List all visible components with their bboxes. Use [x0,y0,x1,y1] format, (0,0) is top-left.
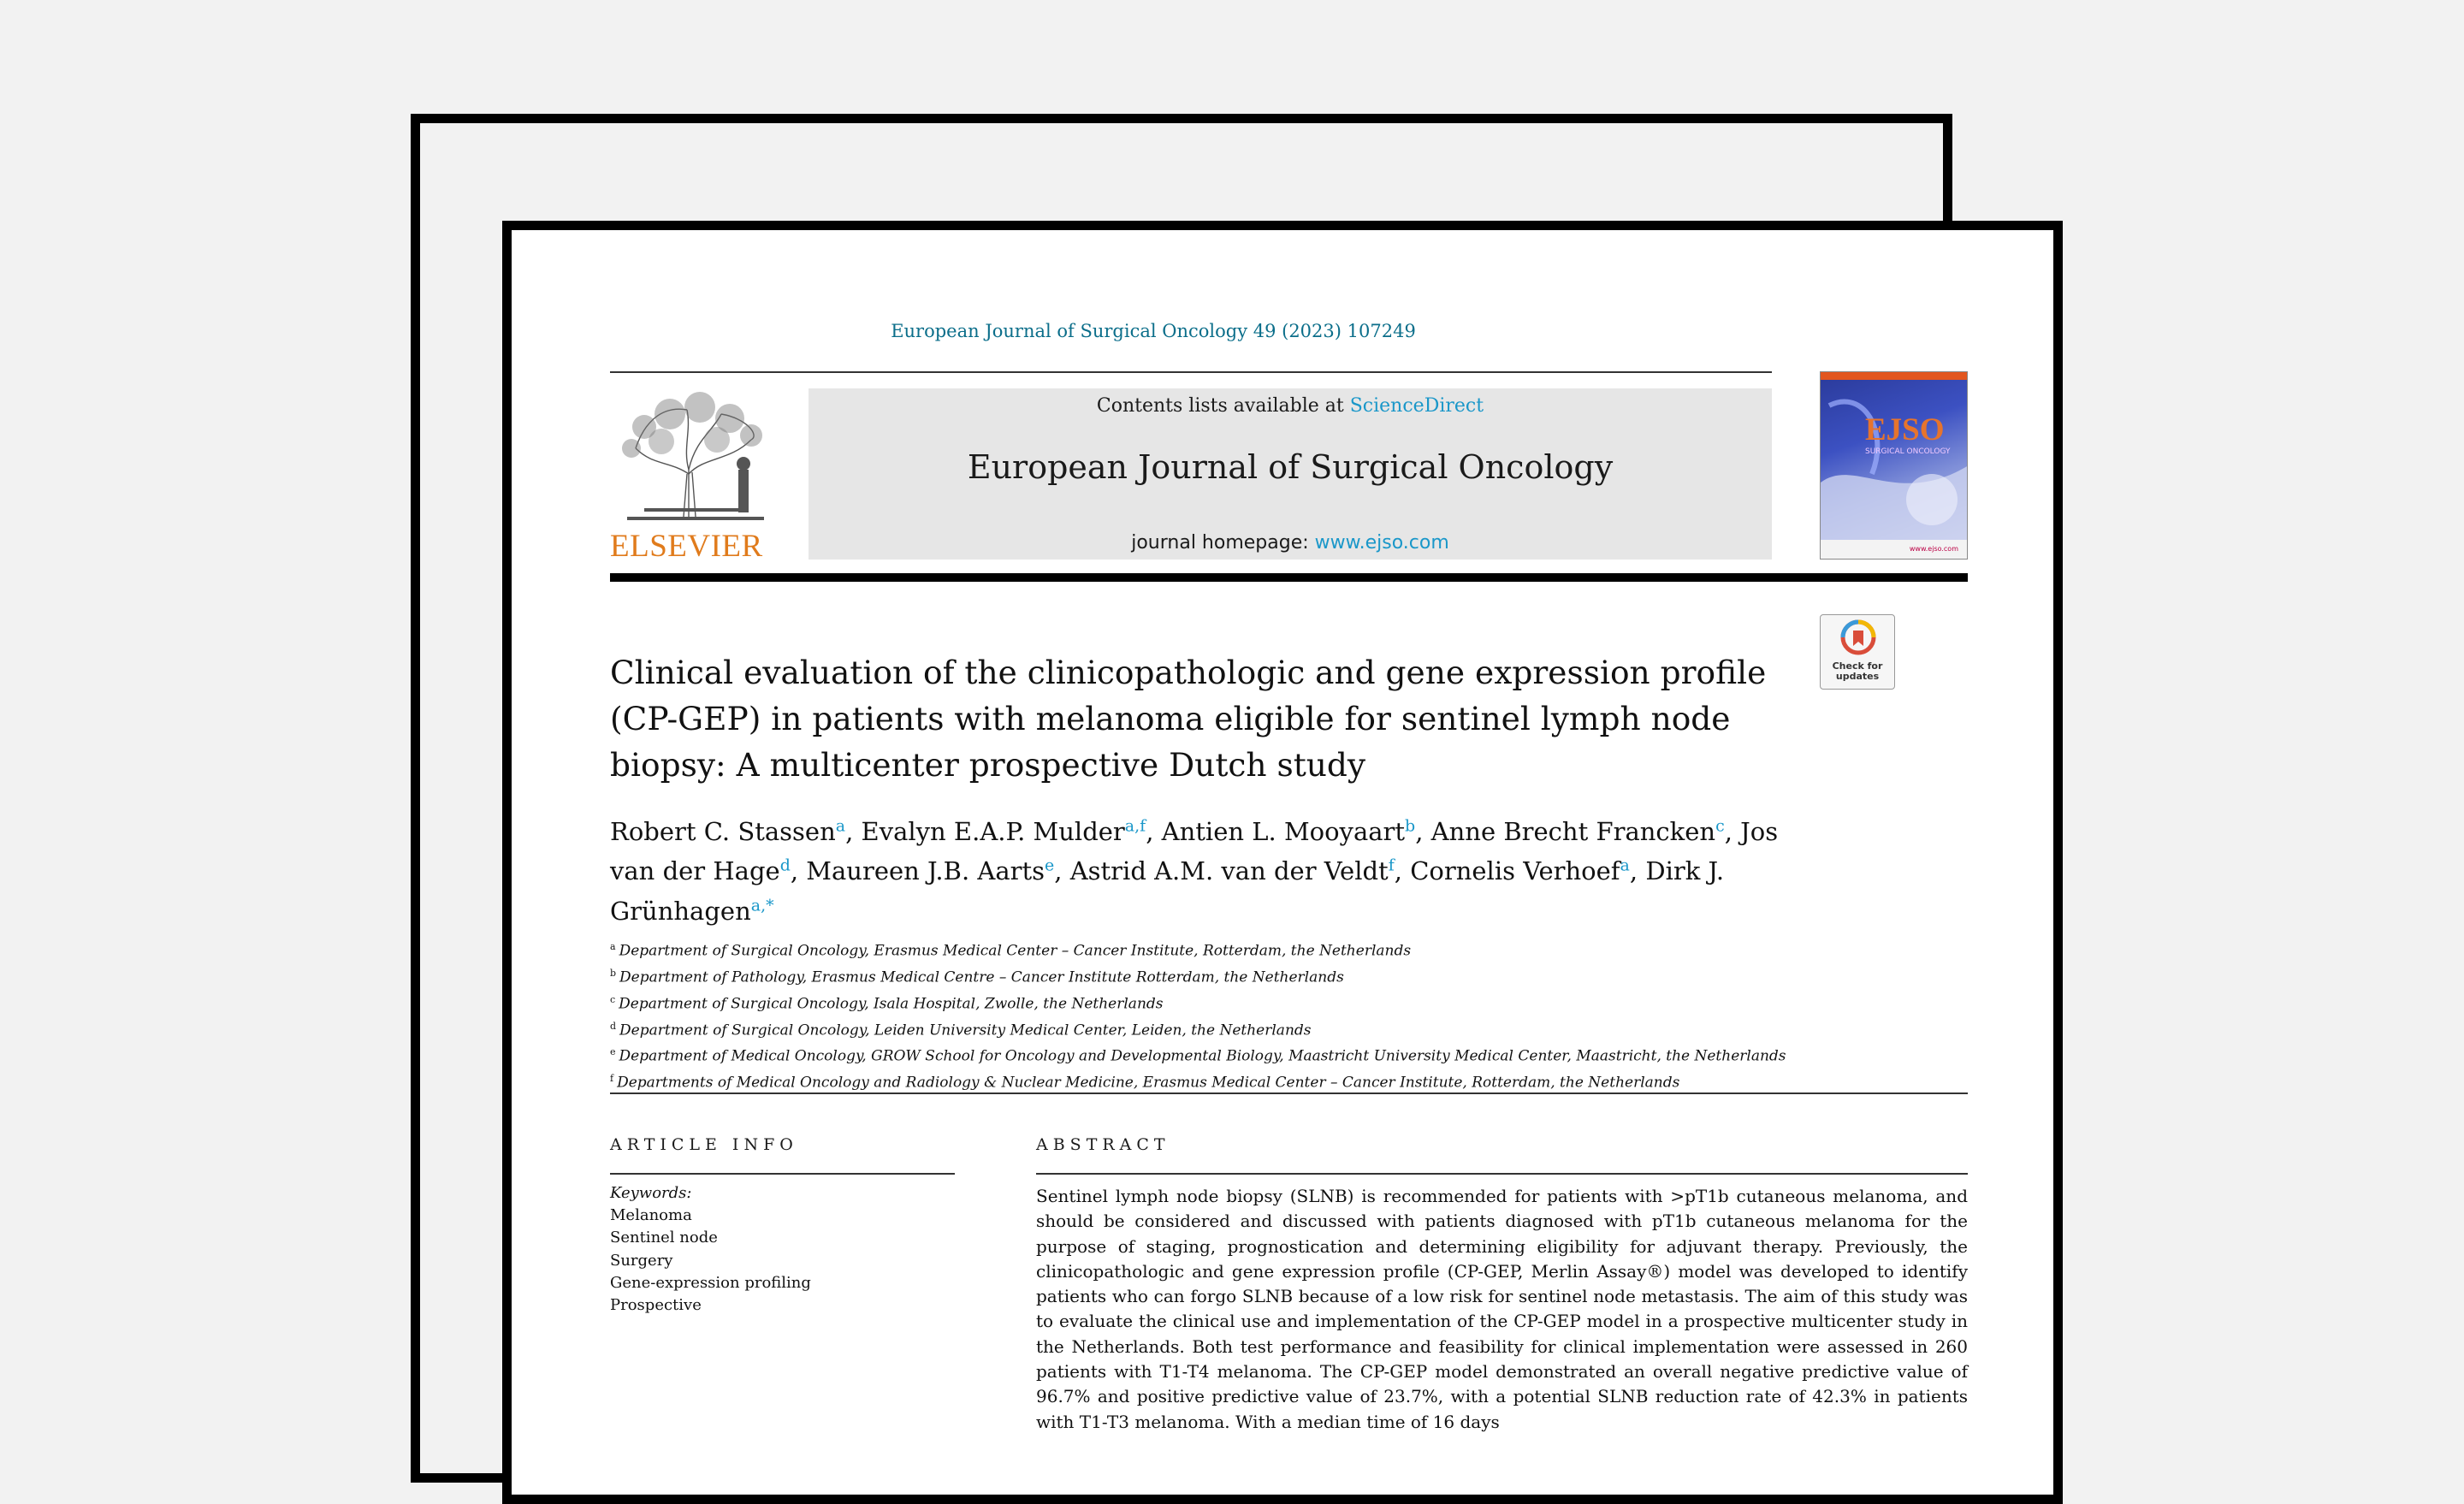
author[interactable] [1162,817,1431,846]
author-affiliation-marker[interactable]: a,f [1124,816,1146,835]
author-affiliation-marker[interactable]: a [835,816,846,835]
author-separator: , [1146,816,1162,846]
author-name[interactable]: Evalyn E.A.P. Mulder [861,816,1125,846]
author[interactable] [1431,817,1741,846]
affiliation-list [610,936,1893,1094]
author-separator: , [1629,856,1646,886]
cover-subtitle: SURGICAL ONCOLOGY [1865,447,1951,456]
keywords-block [610,1182,952,1317]
author-affiliation-marker[interactable]: a,* [750,896,774,915]
affiliation-key: e [610,1046,616,1058]
affiliation-text: Departments of Medical Oncology and Radiology & Nuclear Medicine, Erasmus Medical Center – Cancer Institute, Rotterdam, the Netherlands [617,1074,1680,1092]
badge-line-1: Check for [1832,660,1883,672]
author-affiliation-marker[interactable]: f [1388,856,1395,875]
author-list [610,808,1791,928]
affiliation-item [610,989,1893,1015]
contents-availability [808,395,1772,417]
author-separator: , [790,856,807,886]
publisher-name[interactable]: ELSEVIER [610,529,763,564]
cover-title: EJSO [1865,412,1945,447]
author-affiliation-marker[interactable]: e [1045,856,1055,875]
homepage-prefix: journal homepage: [1131,532,1315,554]
affiliation-text: Department of Medical Oncology, GROW School for Oncology and Developmental Biology, Maastricht University Medical Center, Maastricht, the Netherlands [619,1048,1786,1066]
author-name[interactable]: Maureen J.B. Aarts [806,856,1045,886]
cover-top-bar [1821,372,1967,380]
abstract-heading: ABSTRACT [1036,1135,1170,1154]
author[interactable] [610,817,862,846]
keyword-item: Sentinel node [610,1229,718,1247]
keywords-label: Keywords: [610,1184,692,1202]
cover-footer-url: www.ejso.com [1909,545,1958,553]
author[interactable] [1070,856,1411,885]
masthead-thick-rule [610,573,1968,582]
author-separator: , [1415,816,1431,846]
homepage-link[interactable]: www.ejso.com [1314,532,1449,554]
keyword-item: Prospective [610,1296,702,1315]
journal-banner [808,388,1772,560]
abstract-text: Sentinel lymph node biopsy (SLNB) is recommended for patients with >pT1b cutaneous melanoma, and should be considered and discussed with patients diagnosed with pT1b cutaneous melanoma for the purpose of staging, prognostication and determining eligibility for adjuvant therapy. Previously, the clinicopathologic and gene expression profile (CP-GEP, Merlin Assay®) model was developed to identify patients who can forgo SLNB because of a low risk for sentinel node metastasis. The aim of this study was to evaluate the clinical use and implementation of the CP-GEP model in a prospective multicenter study in the Netherlands. Both test performance and feasibility for clinical implementation were assessed in 260 patients with T1-T4 melanoma. The CP-GEP model demonstrated an overall negative predictive value of 96.7% and positive predictive value of 23.7%, with a potential SLNB reduction rate of 42.3% in patients with T1-T3 melanoma. With a median time of 16 days [1036,1186,1968,1432]
author-name[interactable]: Jos van der Hage [610,816,1779,886]
affiliation-item [610,962,1893,989]
author-separator: , [1394,856,1411,886]
author[interactable] [862,817,1162,846]
author-name[interactable]: Anne Brecht Francken [1430,816,1716,846]
header-rule [610,371,1772,373]
affiliation-key: d [610,1020,617,1032]
author-affiliation-marker[interactable]: a [1620,856,1630,875]
check-for-updates-label [1821,661,1894,682]
contents-prefix: Contents lists available at [1096,395,1350,417]
journal-citation[interactable]: European Journal of Surgical Oncology 49 (2023) 107249 [891,321,1416,341]
journal-homepage [808,532,1772,554]
author-name[interactable]: Robert C. Stassen [610,816,836,846]
journal-name: European Journal of Surgical Oncology [967,448,1614,486]
journal-cover-image[interactable] [1820,371,1968,560]
affiliation-item [610,1041,1893,1068]
author-name[interactable]: Antien L. Mooyaart [1161,816,1406,846]
check-for-updates-button[interactable] [1820,614,1895,690]
author-name[interactable]: Astrid A.M. van der Veldt [1069,856,1389,886]
article-title: Clinical evaluation of the clinicopathologic and gene expression profile (CP-GEP) in patients with melanoma eligible for sentinel lymph node biopsy: A multicenter prospective Dutch study [610,654,1767,784]
author-name[interactable]: Dirk J. Grünhagen [610,856,1725,926]
affiliation-item [610,936,1893,962]
author-separator: , [845,816,862,846]
affiliation-text: Department of Surgical Oncology, Isala Hospital, Zwolle, the Netherlands [619,995,1164,1013]
affiliation-key: f [610,1073,614,1085]
affiliation-item [610,1015,1893,1042]
section-rule [610,1092,1968,1094]
keyword-item: Surgery [610,1251,673,1270]
author-affiliation-marker[interactable]: b [1405,816,1416,835]
affiliation-key: c [610,993,616,1005]
article-info-heading: ARTICLE INFO [610,1135,798,1154]
author-separator: , [1054,856,1070,886]
abstract-rule [1036,1173,1968,1175]
author-separator: , [1724,816,1741,846]
affiliation-text: Department of Surgical Oncology, Leiden University Medical Center, Leiden, the Netherlands [619,1021,1312,1039]
author[interactable] [806,856,1069,885]
author-name[interactable]: Cornelis Verhoef [1410,856,1620,886]
affiliation-text: Department of Surgical Oncology, Erasmus Medical Center – Cancer Institute, Rotterdam, the Netherlands [619,942,1412,960]
affiliation-item [610,1068,1893,1094]
affiliation-key: a [610,941,616,952]
article-info-rule [610,1173,955,1175]
check-for-updates-icon [1839,619,1877,660]
sciencedirect-link[interactable]: ScienceDirect [1349,395,1484,417]
author-affiliation-marker[interactable]: c [1715,816,1725,835]
author[interactable] [1410,856,1645,885]
keyword-item: Melanoma [610,1206,692,1225]
affiliation-text: Department of Pathology, Erasmus Medical Centre – Cancer Institute Rotterdam, the Netherlands [619,968,1344,986]
author-affiliation-marker[interactable]: d [779,856,791,875]
keyword-item: Gene-expression profiling [610,1273,811,1292]
keyword-list [610,1205,952,1317]
cover-footer-strip [1821,540,1967,560]
affiliation-key: b [610,967,617,979]
badge-line-2: updates [1835,671,1880,682]
article-page [502,221,2063,1504]
